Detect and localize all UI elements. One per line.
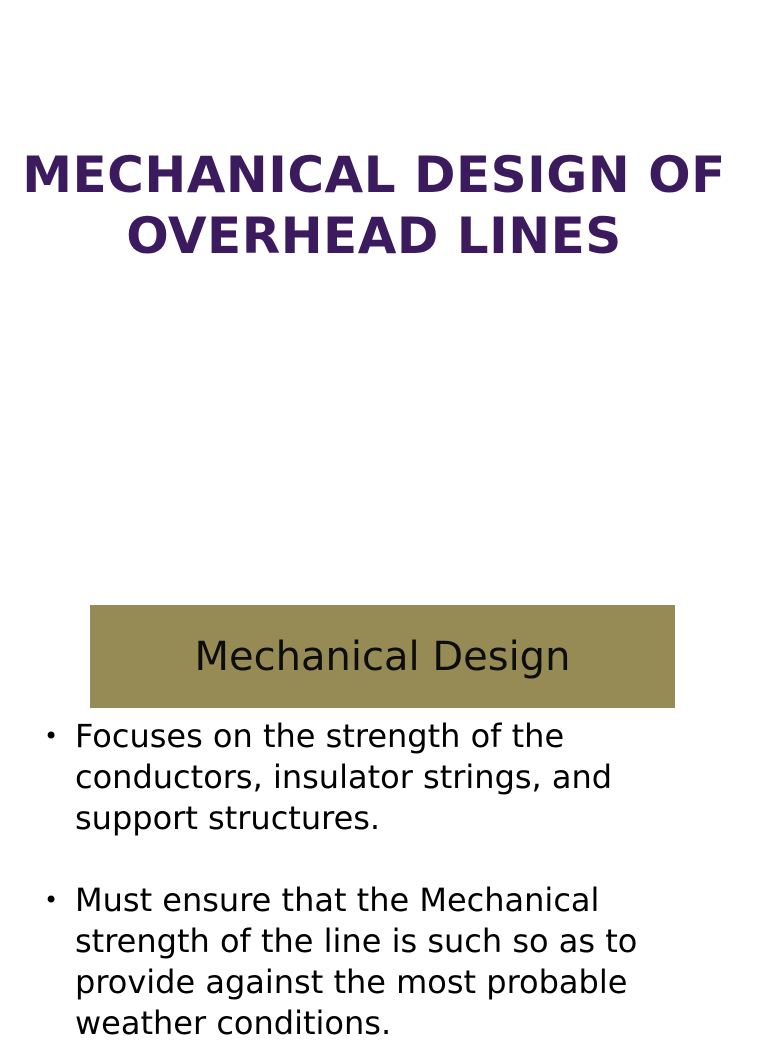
banner-heading: Mechanical Design xyxy=(194,633,571,680)
section-banner xyxy=(90,605,675,708)
title-line-1: MECHANICAL DESIGN OF xyxy=(22,146,726,204)
bullet-item xyxy=(0,716,768,839)
bullet-text: Must ensure that the Mechanical strength of the line is such so as to provide against the most probable weather conditions. xyxy=(75,881,638,1042)
title-line-2: OVERHEAD LINES xyxy=(126,207,622,265)
bullet-dot-icon: • xyxy=(44,886,59,914)
bullet-text: Focuses on the strength of the conductors, insulator strings, and support structures. xyxy=(75,717,613,837)
bullet-dot-icon: • xyxy=(44,722,59,750)
bullet-item xyxy=(0,880,768,1044)
bullet-list xyxy=(0,716,768,1044)
slide-title xyxy=(0,145,748,267)
